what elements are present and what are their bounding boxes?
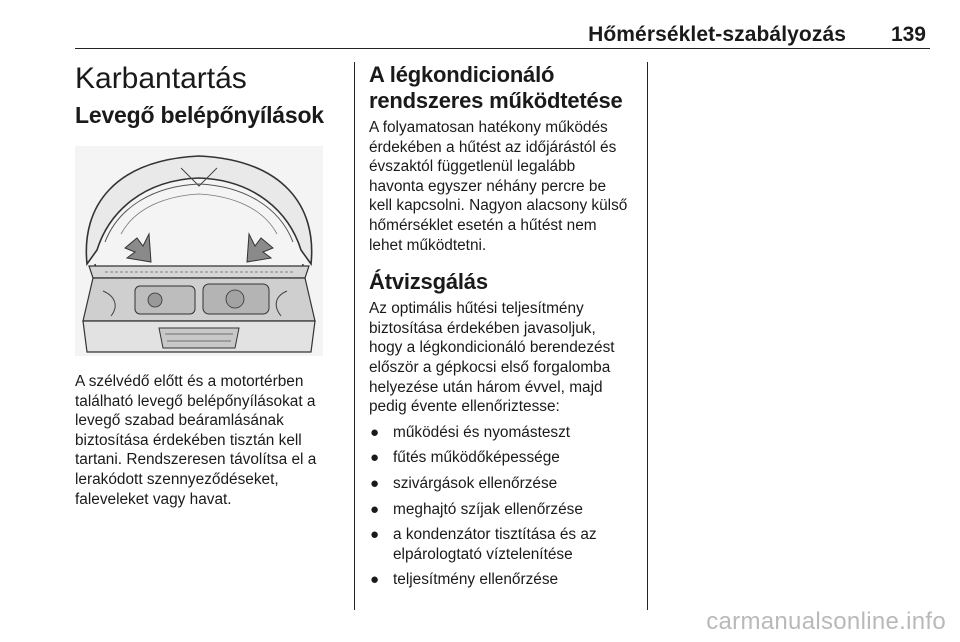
section-title: Karbantartás	[75, 62, 247, 95]
engine-bay-drawing	[75, 146, 323, 356]
list-item: ● teljesítmény ellenőrzése	[370, 571, 559, 589]
air-inlets-text: A szélvédő előtt és a motortérben található levegő belépőnyílásokat a levegő szabad beáramlásának biztosítása érdekében tisztán kell tartani. Rendszeresen távolítsa el a lerakódott szennyeződéseket, faleveleket vagy havat.	[75, 373, 317, 508]
chapter-title: Hőmérséklet-szabályozás	[588, 23, 846, 46]
left-column	[75, 62, 343, 509]
bullet-icon: ●	[370, 571, 380, 589]
engine-bay-illustration	[75, 146, 323, 356]
ac-operation-text: A folyamatosan hatékony működés érdekében a hűtést az időjárástól és évszaktól függetlenül legalább havonta egyszer néhány percre be kell kapcsolni. Nagyon alacsony külső hőmérséklet esetén a hűtést nem lehet működtetni.	[369, 119, 628, 254]
air-inlets-heading: Levegő belépőnyílások	[75, 102, 324, 128]
inspection-heading: Átvizsgálás	[369, 269, 488, 295]
inspection-checklist	[369, 423, 631, 590]
bullet-icon: ●	[370, 474, 380, 492]
list-item: ● a kondenzátor tisztítása és az elpárologtató víztelenítése	[370, 526, 597, 563]
bullet-icon: ●	[370, 500, 380, 518]
page-header	[75, 0, 930, 49]
inspection-text: Az optimális hűtési teljesítmény biztosítása érdekében javasoljuk, hogy a légkondicionáló berendezést először a gépkocsi első forgalomba helyezése után három évvel, majd pedig évente ellenőriztesse:	[369, 300, 615, 416]
right-inlet-arrow	[247, 234, 273, 262]
column-divider-2	[647, 62, 648, 610]
left-inlet-arrow	[125, 234, 151, 262]
bullet-icon: ●	[370, 449, 380, 467]
column-divider-1	[354, 62, 355, 610]
list-item: ● meghajtó szíjak ellenőrzése	[370, 500, 583, 518]
bullet-icon: ●	[370, 423, 380, 441]
list-item: ● szivárgások ellenőrzése	[370, 474, 558, 492]
list-item: ● működési és nyomásteszt	[370, 423, 571, 441]
right-column	[369, 62, 631, 596]
bullet-icon: ●	[370, 526, 380, 544]
page-number: 139	[890, 23, 926, 46]
watermark: carmanualsonline.info	[706, 608, 946, 635]
ac-operation-heading: A légkondicionáló rendszeres működtetése	[369, 62, 623, 113]
list-item: ● fűtés működőképessége	[370, 449, 560, 467]
